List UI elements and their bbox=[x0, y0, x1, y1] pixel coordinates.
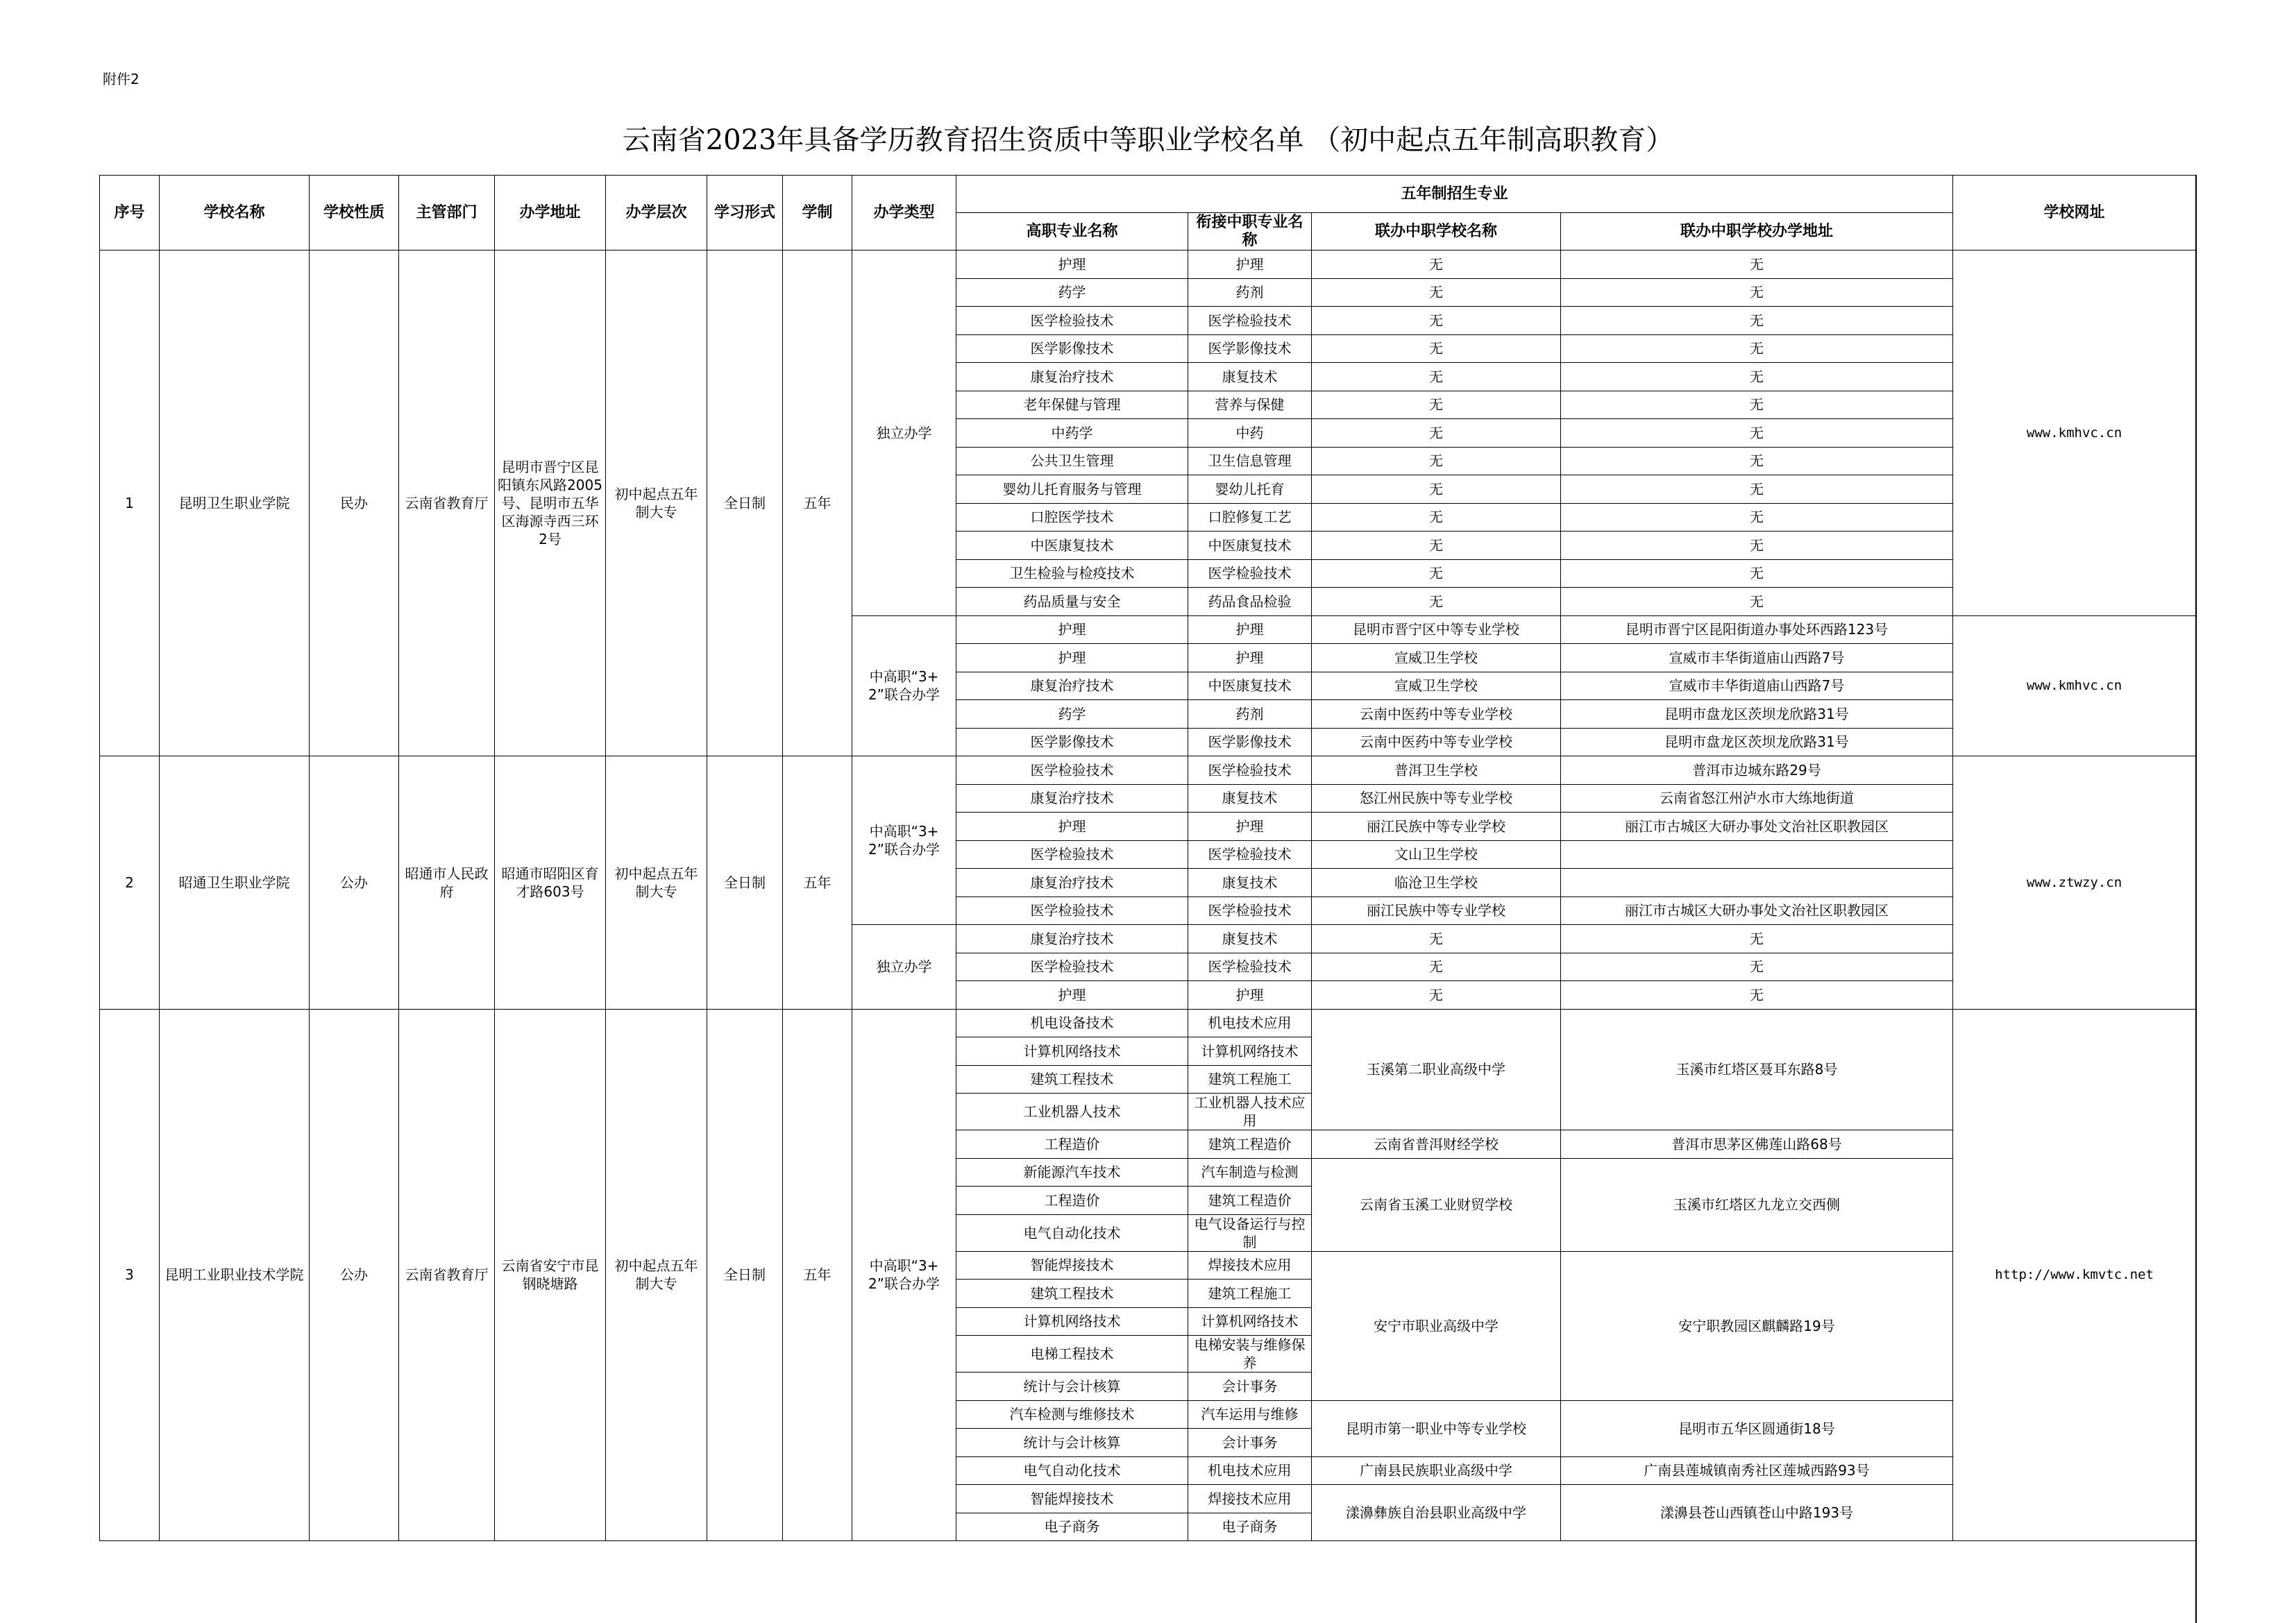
cell-sec-major: 护理 bbox=[1188, 644, 1312, 672]
cell-years: 五年 bbox=[783, 756, 852, 1010]
cell-partner-addr: 无 bbox=[1561, 278, 1953, 307]
cell-nature: 公办 bbox=[310, 1009, 399, 1541]
table-body bbox=[100, 250, 2196, 1541]
cell-major: 计算机网络技术 bbox=[956, 1037, 1188, 1066]
cell-partner-addr: 漾濞县苍山西镇苍山中路193号 bbox=[1561, 1485, 1953, 1541]
school-table bbox=[99, 175, 2196, 1541]
cell-major: 中医康复技术 bbox=[956, 532, 1188, 560]
header-years: 学制 bbox=[783, 176, 852, 250]
cell-partner: 漾濞彝族自治县职业高级中学 bbox=[1312, 1485, 1561, 1541]
cell-partner: 昆明市第一职业中等专业学校 bbox=[1312, 1400, 1561, 1456]
cell-website: www.kmhvc.cn bbox=[1953, 250, 2196, 616]
cell-major: 医学影像技术 bbox=[956, 334, 1188, 363]
cell-major: 药品质量与安全 bbox=[956, 588, 1188, 616]
cell-partner: 丽江民族中等专业学校 bbox=[1312, 813, 1561, 841]
cell-major: 医学检验技术 bbox=[956, 953, 1188, 981]
cell-seq: 1 bbox=[100, 250, 160, 756]
cell-partner: 丽江民族中等专业学校 bbox=[1312, 897, 1561, 925]
cell-partner-addr: 无 bbox=[1561, 250, 1953, 279]
cell-sec-major: 中药 bbox=[1188, 419, 1312, 448]
cell-sec-major: 医学检验技术 bbox=[1188, 840, 1312, 869]
cell-partner: 无 bbox=[1312, 334, 1561, 363]
cell-major: 卫生检验与检疫技术 bbox=[956, 559, 1188, 588]
cell-partner: 无 bbox=[1312, 363, 1561, 391]
cell-major: 药学 bbox=[956, 278, 1188, 307]
cell-partner-addr: 无 bbox=[1561, 925, 1953, 953]
cell-major: 药学 bbox=[956, 700, 1188, 729]
cell-dept: 云南省教育厅 bbox=[399, 250, 495, 756]
cell-sec-major: 医学检验技术 bbox=[1188, 897, 1312, 925]
cell-sec-major: 计算机网络技术 bbox=[1188, 1037, 1312, 1066]
cell-seq: 2 bbox=[100, 756, 160, 1010]
cell-nature: 民办 bbox=[310, 250, 399, 756]
cell-partner-addr: 云南省怒江州泸水市大练地街道 bbox=[1561, 784, 1953, 813]
cell-form: 全日制 bbox=[707, 1009, 783, 1541]
cell-type: 中高职“3+2”联合办学 bbox=[852, 1009, 956, 1541]
cell-partner: 无 bbox=[1312, 981, 1561, 1010]
cell-partner-addr: 无 bbox=[1561, 363, 1953, 391]
cell-partner-addr: 丽江市古城区大研办事处文治社区职教园区 bbox=[1561, 813, 1953, 841]
cell-sec-major: 营养与保健 bbox=[1188, 391, 1312, 419]
cell-sec-major: 医学影像技术 bbox=[1188, 728, 1312, 756]
cell-partner-addr: 普洱市边城东路29号 bbox=[1561, 756, 1953, 785]
cell-sec-major: 机电技术应用 bbox=[1188, 1009, 1312, 1037]
header-seq: 序号 bbox=[100, 176, 160, 250]
cell-sec-major: 医学检验技术 bbox=[1188, 953, 1312, 981]
cell-partner: 云南中医药中等专业学校 bbox=[1312, 700, 1561, 729]
cell-major: 康复治疗技术 bbox=[956, 925, 1188, 953]
cell-partner-addr: 玉溪市红塔区聂耳东路8号 bbox=[1561, 1009, 1953, 1130]
cell-sec-major: 药剂 bbox=[1188, 278, 1312, 307]
cell-major: 统计与会计核算 bbox=[956, 1373, 1188, 1401]
cell-form: 全日制 bbox=[707, 756, 783, 1010]
cell-sec-major: 中医康复技术 bbox=[1188, 532, 1312, 560]
cell-nature: 公办 bbox=[310, 756, 399, 1010]
cell-partner-addr: 普洱市思茅区佛莲山路68号 bbox=[1561, 1130, 1953, 1159]
cell-major: 护理 bbox=[956, 981, 1188, 1010]
cell-sec-major: 口腔修复工艺 bbox=[1188, 503, 1312, 532]
cell-sec-major: 汽车制造与检测 bbox=[1188, 1158, 1312, 1187]
cell-type: 独立办学 bbox=[852, 250, 956, 616]
cell-major: 机电设备技术 bbox=[956, 1009, 1188, 1037]
cell-sec-major: 建筑工程造价 bbox=[1188, 1187, 1312, 1215]
cell-sec-major: 护理 bbox=[1188, 615, 1312, 644]
cell-partner: 无 bbox=[1312, 953, 1561, 981]
cell-sec-major: 焊接技术应用 bbox=[1188, 1485, 1312, 1513]
cell-partner-addr: 无 bbox=[1561, 532, 1953, 560]
cell-sec-major: 建筑工程施工 bbox=[1188, 1280, 1312, 1308]
table-row bbox=[100, 250, 2196, 279]
cell-sec-major: 电梯安装与维修保养 bbox=[1188, 1336, 1312, 1373]
cell-major: 电气自动化技术 bbox=[956, 1214, 1188, 1251]
cell-sec-major: 中医康复技术 bbox=[1188, 672, 1312, 700]
header-level: 办学层次 bbox=[606, 176, 707, 250]
header-website: 学校网址 bbox=[1953, 176, 2196, 250]
cell-partner: 无 bbox=[1312, 278, 1561, 307]
header-address: 办学地址 bbox=[495, 176, 606, 250]
cell-major: 建筑工程技术 bbox=[956, 1065, 1188, 1094]
cell-partner-addr: 宣威市丰华街道庙山西路7号 bbox=[1561, 672, 1953, 700]
cell-sec-major: 焊接技术应用 bbox=[1188, 1251, 1312, 1280]
cell-major: 医学影像技术 bbox=[956, 728, 1188, 756]
cell-major: 统计与会计核算 bbox=[956, 1429, 1188, 1457]
attachment-label: 附件2 bbox=[103, 71, 140, 87]
cell-major: 医学检验技术 bbox=[956, 840, 1188, 869]
header-form: 学习形式 bbox=[707, 176, 783, 250]
cell-partner: 宣威卫生学校 bbox=[1312, 644, 1561, 672]
cell-partner: 云南省普洱财经学校 bbox=[1312, 1130, 1561, 1159]
cell-partner: 无 bbox=[1312, 391, 1561, 419]
cell-partner-addr: 昆明市五华区圆通街18号 bbox=[1561, 1400, 1953, 1456]
cell-major: 康复治疗技术 bbox=[956, 784, 1188, 813]
cell-major: 汽车检测与维修技术 bbox=[956, 1400, 1188, 1429]
document-title: 云南省2023年具备学历教育招生资质中等职业学校名单 （初中起点五年制高职教育） bbox=[622, 124, 1674, 156]
cell-website: www.ztwzy.cn bbox=[1953, 756, 2196, 1010]
cell-major: 康复治疗技术 bbox=[956, 672, 1188, 700]
cell-partner-addr: 昆明市盘龙区茨坝龙欣路31号 bbox=[1561, 728, 1953, 756]
cell-sec-major: 药剂 bbox=[1188, 700, 1312, 729]
cell-sec-major: 医学检验技术 bbox=[1188, 307, 1312, 335]
cell-address: 昆明市晋宁区昆阳镇东风路2005号、昆明市五华区海源寺西三环2号 bbox=[495, 250, 606, 756]
cell-major: 护理 bbox=[956, 813, 1188, 841]
cell-partner: 无 bbox=[1312, 447, 1561, 475]
cell-partner: 临沧卫生学校 bbox=[1312, 869, 1561, 897]
cell-major: 康复治疗技术 bbox=[956, 869, 1188, 897]
cell-partner: 怒江州民族中等专业学校 bbox=[1312, 784, 1561, 813]
cell-dept: 昭通市人民政府 bbox=[399, 756, 495, 1010]
cell-major: 工业机器人技术 bbox=[956, 1094, 1188, 1130]
cell-school-name: 昭通卫生职业学院 bbox=[160, 756, 310, 1010]
cell-partner: 文山卫生学校 bbox=[1312, 840, 1561, 869]
cell-sec-major: 电气设备运行与控制 bbox=[1188, 1214, 1312, 1251]
cell-partner: 无 bbox=[1312, 559, 1561, 588]
cell-major: 婴幼儿托育服务与管理 bbox=[956, 475, 1188, 504]
cell-sec-major: 护理 bbox=[1188, 250, 1312, 279]
table-row bbox=[100, 1009, 2196, 1037]
cell-type: 独立办学 bbox=[852, 925, 956, 1010]
cell-sec-major: 婴幼儿托育 bbox=[1188, 475, 1312, 504]
cell-partner-addr: 无 bbox=[1561, 953, 1953, 981]
cell-partner-addr: 无 bbox=[1561, 559, 1953, 588]
header-partner-addr: 联办中职学校办学地址 bbox=[1561, 213, 1953, 250]
cell-partner-addr: 无 bbox=[1561, 588, 1953, 616]
cell-school-name: 昆明卫生职业学院 bbox=[160, 250, 310, 756]
cell-partner: 云南省玉溪工业财贸学校 bbox=[1312, 1158, 1561, 1251]
cell-address: 云南省安宁市昆钢晓塘路 bbox=[495, 1009, 606, 1541]
header-partner: 联办中职学校名称 bbox=[1312, 213, 1561, 250]
cell-sec-major: 建筑工程造价 bbox=[1188, 1130, 1312, 1159]
cell-partner-addr bbox=[1561, 869, 1953, 897]
table-row bbox=[100, 756, 2196, 785]
cell-partner-addr: 无 bbox=[1561, 334, 1953, 363]
cell-major: 医学检验技术 bbox=[956, 897, 1188, 925]
cell-major: 中药学 bbox=[956, 419, 1188, 448]
cell-level: 初中起点五年制大专 bbox=[606, 250, 707, 756]
cell-major: 建筑工程技术 bbox=[956, 1280, 1188, 1308]
header-major: 高职专业名称 bbox=[956, 213, 1188, 250]
cell-partner-addr: 无 bbox=[1561, 981, 1953, 1010]
cell-sec-major: 医学检验技术 bbox=[1188, 756, 1312, 785]
cell-website: http://www.kmvtc.net bbox=[1953, 1009, 2196, 1541]
cell-form: 全日制 bbox=[707, 250, 783, 756]
cell-partner-addr: 丽江市古城区大研办事处文治社区职教园区 bbox=[1561, 897, 1953, 925]
cell-seq: 3 bbox=[100, 1009, 160, 1541]
cell-sec-major: 护理 bbox=[1188, 813, 1312, 841]
cell-major: 康复治疗技术 bbox=[956, 363, 1188, 391]
cell-sec-major: 机电技术应用 bbox=[1188, 1456, 1312, 1485]
header-type: 办学类型 bbox=[852, 176, 956, 250]
cell-partner-addr: 昆明市晋宁区昆阳街道办事处环西路123号 bbox=[1561, 615, 1953, 644]
header-five-year: 五年制招生专业 bbox=[956, 176, 1953, 213]
cell-sec-major: 医学影像技术 bbox=[1188, 334, 1312, 363]
cell-partner: 安宁市职业高级中学 bbox=[1312, 1251, 1561, 1400]
cell-level: 初中起点五年制大专 bbox=[606, 756, 707, 1010]
cell-level: 初中起点五年制大专 bbox=[606, 1009, 707, 1541]
cell-sec-major: 电子商务 bbox=[1188, 1513, 1312, 1541]
cell-partner-addr: 无 bbox=[1561, 447, 1953, 475]
table-right-border bbox=[2195, 175, 2197, 1623]
header-sec-major: 衔接中职专业名称 bbox=[1188, 213, 1312, 250]
cell-partner: 普洱卫生学校 bbox=[1312, 756, 1561, 785]
cell-partner-addr: 广南县莲城镇南秀社区莲城西路93号 bbox=[1561, 1456, 1953, 1485]
header-school: 学校名称 bbox=[160, 176, 310, 250]
cell-major: 医学检验技术 bbox=[956, 756, 1188, 785]
cell-partner: 无 bbox=[1312, 419, 1561, 448]
cell-sec-major: 建筑工程施工 bbox=[1188, 1065, 1312, 1094]
cell-partner: 无 bbox=[1312, 532, 1561, 560]
cell-partner-addr: 昆明市盘龙区茨坝龙欣路31号 bbox=[1561, 700, 1953, 729]
cell-type: 中高职“3+2”联合办学 bbox=[852, 756, 956, 925]
cell-major: 电梯工程技术 bbox=[956, 1336, 1188, 1373]
cell-sec-major: 会计事务 bbox=[1188, 1429, 1312, 1457]
cell-partner: 宣威卫生学校 bbox=[1312, 672, 1561, 700]
cell-major: 电气自动化技术 bbox=[956, 1456, 1188, 1485]
cell-partner: 无 bbox=[1312, 503, 1561, 532]
cell-major: 计算机网络技术 bbox=[956, 1307, 1188, 1336]
cell-partner: 云南中医药中等专业学校 bbox=[1312, 728, 1561, 756]
cell-sec-major: 药品食品检验 bbox=[1188, 588, 1312, 616]
cell-partner: 无 bbox=[1312, 588, 1561, 616]
cell-type: 中高职“3+2”联合办学 bbox=[852, 615, 956, 756]
cell-major: 智能焊接技术 bbox=[956, 1485, 1188, 1513]
cell-major: 护理 bbox=[956, 615, 1188, 644]
cell-major: 公共卫生管理 bbox=[956, 447, 1188, 475]
cell-partner-addr: 无 bbox=[1561, 503, 1953, 532]
cell-partner: 广南县民族职业高级中学 bbox=[1312, 1456, 1561, 1485]
cell-partner: 无 bbox=[1312, 925, 1561, 953]
header-nature: 学校性质 bbox=[310, 176, 399, 250]
cell-partner: 玉溪第二职业高级中学 bbox=[1312, 1009, 1561, 1130]
cell-major: 工程造价 bbox=[956, 1187, 1188, 1215]
cell-sec-major: 医学检验技术 bbox=[1188, 559, 1312, 588]
cell-sec-major: 康复技术 bbox=[1188, 784, 1312, 813]
cell-partner-addr bbox=[1561, 840, 1953, 869]
cell-major: 护理 bbox=[956, 644, 1188, 672]
cell-partner-addr: 无 bbox=[1561, 307, 1953, 335]
cell-major: 工程造价 bbox=[956, 1130, 1188, 1159]
cell-major: 医学检验技术 bbox=[956, 307, 1188, 335]
cell-partner-addr: 安宁职教园区麒麟路19号 bbox=[1561, 1251, 1953, 1400]
cell-sec-major: 汽车运用与维修 bbox=[1188, 1400, 1312, 1429]
cell-major: 老年保健与管理 bbox=[956, 391, 1188, 419]
cell-sec-major: 计算机网络技术 bbox=[1188, 1307, 1312, 1336]
cell-major: 电子商务 bbox=[956, 1513, 1188, 1541]
cell-dept: 云南省教育厅 bbox=[399, 1009, 495, 1541]
cell-partner: 无 bbox=[1312, 250, 1561, 279]
cell-partner: 无 bbox=[1312, 475, 1561, 504]
cell-sec-major: 康复技术 bbox=[1188, 925, 1312, 953]
cell-sec-major: 会计事务 bbox=[1188, 1373, 1312, 1401]
cell-sec-major: 卫生信息管理 bbox=[1188, 447, 1312, 475]
cell-partner: 无 bbox=[1312, 307, 1561, 335]
cell-partner-addr: 宣威市丰华街道庙山西路7号 bbox=[1561, 644, 1953, 672]
cell-school-name: 昆明工业职业技术学院 bbox=[160, 1009, 310, 1541]
cell-major: 智能焊接技术 bbox=[956, 1251, 1188, 1280]
cell-address: 昭通市昭阳区育才路603号 bbox=[495, 756, 606, 1010]
cell-sec-major: 康复技术 bbox=[1188, 869, 1312, 897]
cell-major: 口腔医学技术 bbox=[956, 503, 1188, 532]
cell-partner-addr: 无 bbox=[1561, 475, 1953, 504]
cell-major: 新能源汽车技术 bbox=[956, 1158, 1188, 1187]
cell-partner-addr: 无 bbox=[1561, 419, 1953, 448]
cell-sec-major: 康复技术 bbox=[1188, 363, 1312, 391]
cell-partner-addr: 无 bbox=[1561, 391, 1953, 419]
cell-major: 护理 bbox=[956, 250, 1188, 279]
cell-sec-major: 工业机器人技术应用 bbox=[1188, 1094, 1312, 1130]
cell-website: www.kmhvc.cn bbox=[1953, 615, 2196, 756]
cell-years: 五年 bbox=[783, 250, 852, 756]
cell-partner: 昆明市晋宁区中等专业学校 bbox=[1312, 615, 1561, 644]
header-dept: 主管部门 bbox=[399, 176, 495, 250]
cell-sec-major: 护理 bbox=[1188, 981, 1312, 1010]
cell-years: 五年 bbox=[783, 1009, 852, 1541]
cell-partner-addr: 玉溪市红塔区九龙立交西侧 bbox=[1561, 1158, 1953, 1251]
